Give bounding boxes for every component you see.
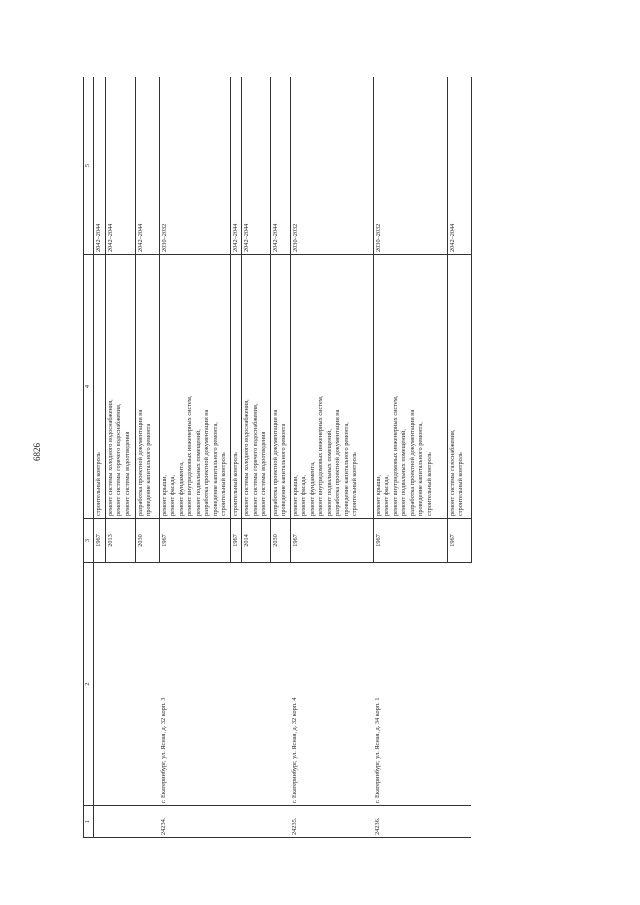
address-cell [94,563,160,806]
year-cell: 2014 [242,519,271,563]
work-item: строительный контроль [425,452,433,516]
header-col-works: 4 [84,255,94,519]
work-item: ремонт подвальных помещений, [325,429,333,516]
work-item: ремонт крыши, [160,474,168,516]
work-item: разработка проектной документации на [334,409,341,516]
works-cell [242,255,271,519]
year-cell: 1967 [447,519,471,563]
period-cell: 2042–2044 [94,77,106,255]
works-cell [135,255,159,519]
work-item: ремонт подвальных помещений, [400,429,407,516]
repair-schedule-table [83,77,472,838]
works-cell [230,255,242,519]
works-cell [290,255,373,519]
work-item: строительный контроль [457,452,464,516]
table-row [94,77,106,838]
work-item: ремонт внутридомовых инженерных систем, [317,395,324,516]
period-cell: 2030–2032 [373,77,447,255]
period-cell: 2042–2044 [230,77,242,255]
work-item: ремонт фасада, [383,475,390,516]
year-cell: 1967 [290,519,373,563]
work-item: ремонт системы холодного водоснабжения, [106,399,114,516]
work-item: ремонт внутридомовых инженерных систем, [391,395,399,516]
page-number-text: 6826 [32,443,42,461]
work-item: ремонт системы холодного водоснабжения, [243,399,250,516]
work-item: разработка проектной документации на [271,409,279,516]
work-item: разработка проектной документации на [136,409,144,516]
address-cell: г. Екатеринбург, ул. Ясная, д. 34 корп. 1 [373,563,471,806]
work-item: ремонт подвальных помещений, [194,429,202,516]
row-number-cell: 24236. [373,806,471,838]
year-cell: 2013 [105,519,135,563]
table-row [373,77,447,838]
work-item: ремонт фундамента, [308,461,316,516]
works-cell [447,255,471,519]
work-item: проведение капитального ремонта [145,423,152,516]
work-item: строительный контроль [220,452,227,516]
work-item: ремонт внутридомовых инженерных систем, [186,395,193,516]
address-cell: г. Екатеринбург, ул. Ясная, д. 32 корп. 4 [290,563,373,806]
header-row [84,77,94,838]
table-row [290,77,373,838]
repair-schedule-table-container [83,77,558,838]
work-item: проведение капитального ремонта, [211,422,219,516]
works-cell [159,255,230,519]
works-cell [105,255,135,519]
period-cell: 2042–2044 [135,77,159,255]
work-item: проведение капитального ремонта, [417,422,424,516]
works-cell [270,255,290,519]
year-cell: 1967 [373,519,447,563]
row-number-cell: 24235. [290,806,373,838]
work-item: ремонт фасада, [169,475,176,516]
header-col-address: 2 [84,563,94,806]
year-cell: 1967 [159,519,230,563]
year-cell: 1967 [230,519,242,563]
work-item: ремонт фундамента, [177,461,185,516]
period-cell: 2042–2044 [242,77,271,255]
period-cell: 2042–2044 [447,77,471,255]
work-item: проведение капитального ремонта, [342,422,350,516]
page-number [25,440,49,464]
work-item: строительный контроль [95,452,102,516]
header-col-number: 1 [84,806,94,838]
work-item: ремонт системы водоотведения [260,431,267,516]
work-item: строительный контроль [231,452,239,516]
works-cell [373,255,447,519]
works-cell [94,255,106,519]
address-cell: г. Екатеринбург, ул. Ясная, д. 32 корп. 3 [159,563,290,806]
work-item: проведение капитального ремонта [280,423,287,516]
row-number-cell [94,806,160,838]
work-item: ремонт системы водоотведения [123,431,131,516]
work-item: ремонт крыши, [374,474,382,516]
work-item: разработка проектной документации на [408,409,416,516]
period-cell: 2042–2044 [270,77,290,255]
table-row [159,77,230,838]
period-cell: 2030–2032 [290,77,373,255]
year-cell: 2030 [135,519,159,563]
work-item: разработка проектной документации на [203,409,210,516]
header-col-period: 5 [84,77,94,255]
row-number-cell: 24234. [159,806,290,838]
period-cell: 2042–2044 [105,77,135,255]
year-cell: 2030 [270,519,290,563]
work-item: ремонт системы газоснабжения, [448,429,456,516]
work-item: строительный контроль [351,452,358,516]
work-item: ремонт крыши, [291,474,299,516]
work-item: ремонт системы горячего водоснабжения, [115,403,122,516]
work-item: ремонт системы горячего водоснабжения, [251,403,259,516]
header-col-year: 3 [84,519,94,563]
rotated-table [83,77,558,838]
year-cell: 1967 [94,519,106,563]
period-cell: 2030–2032 [159,77,230,255]
work-item: ремонт фасада, [300,475,307,516]
